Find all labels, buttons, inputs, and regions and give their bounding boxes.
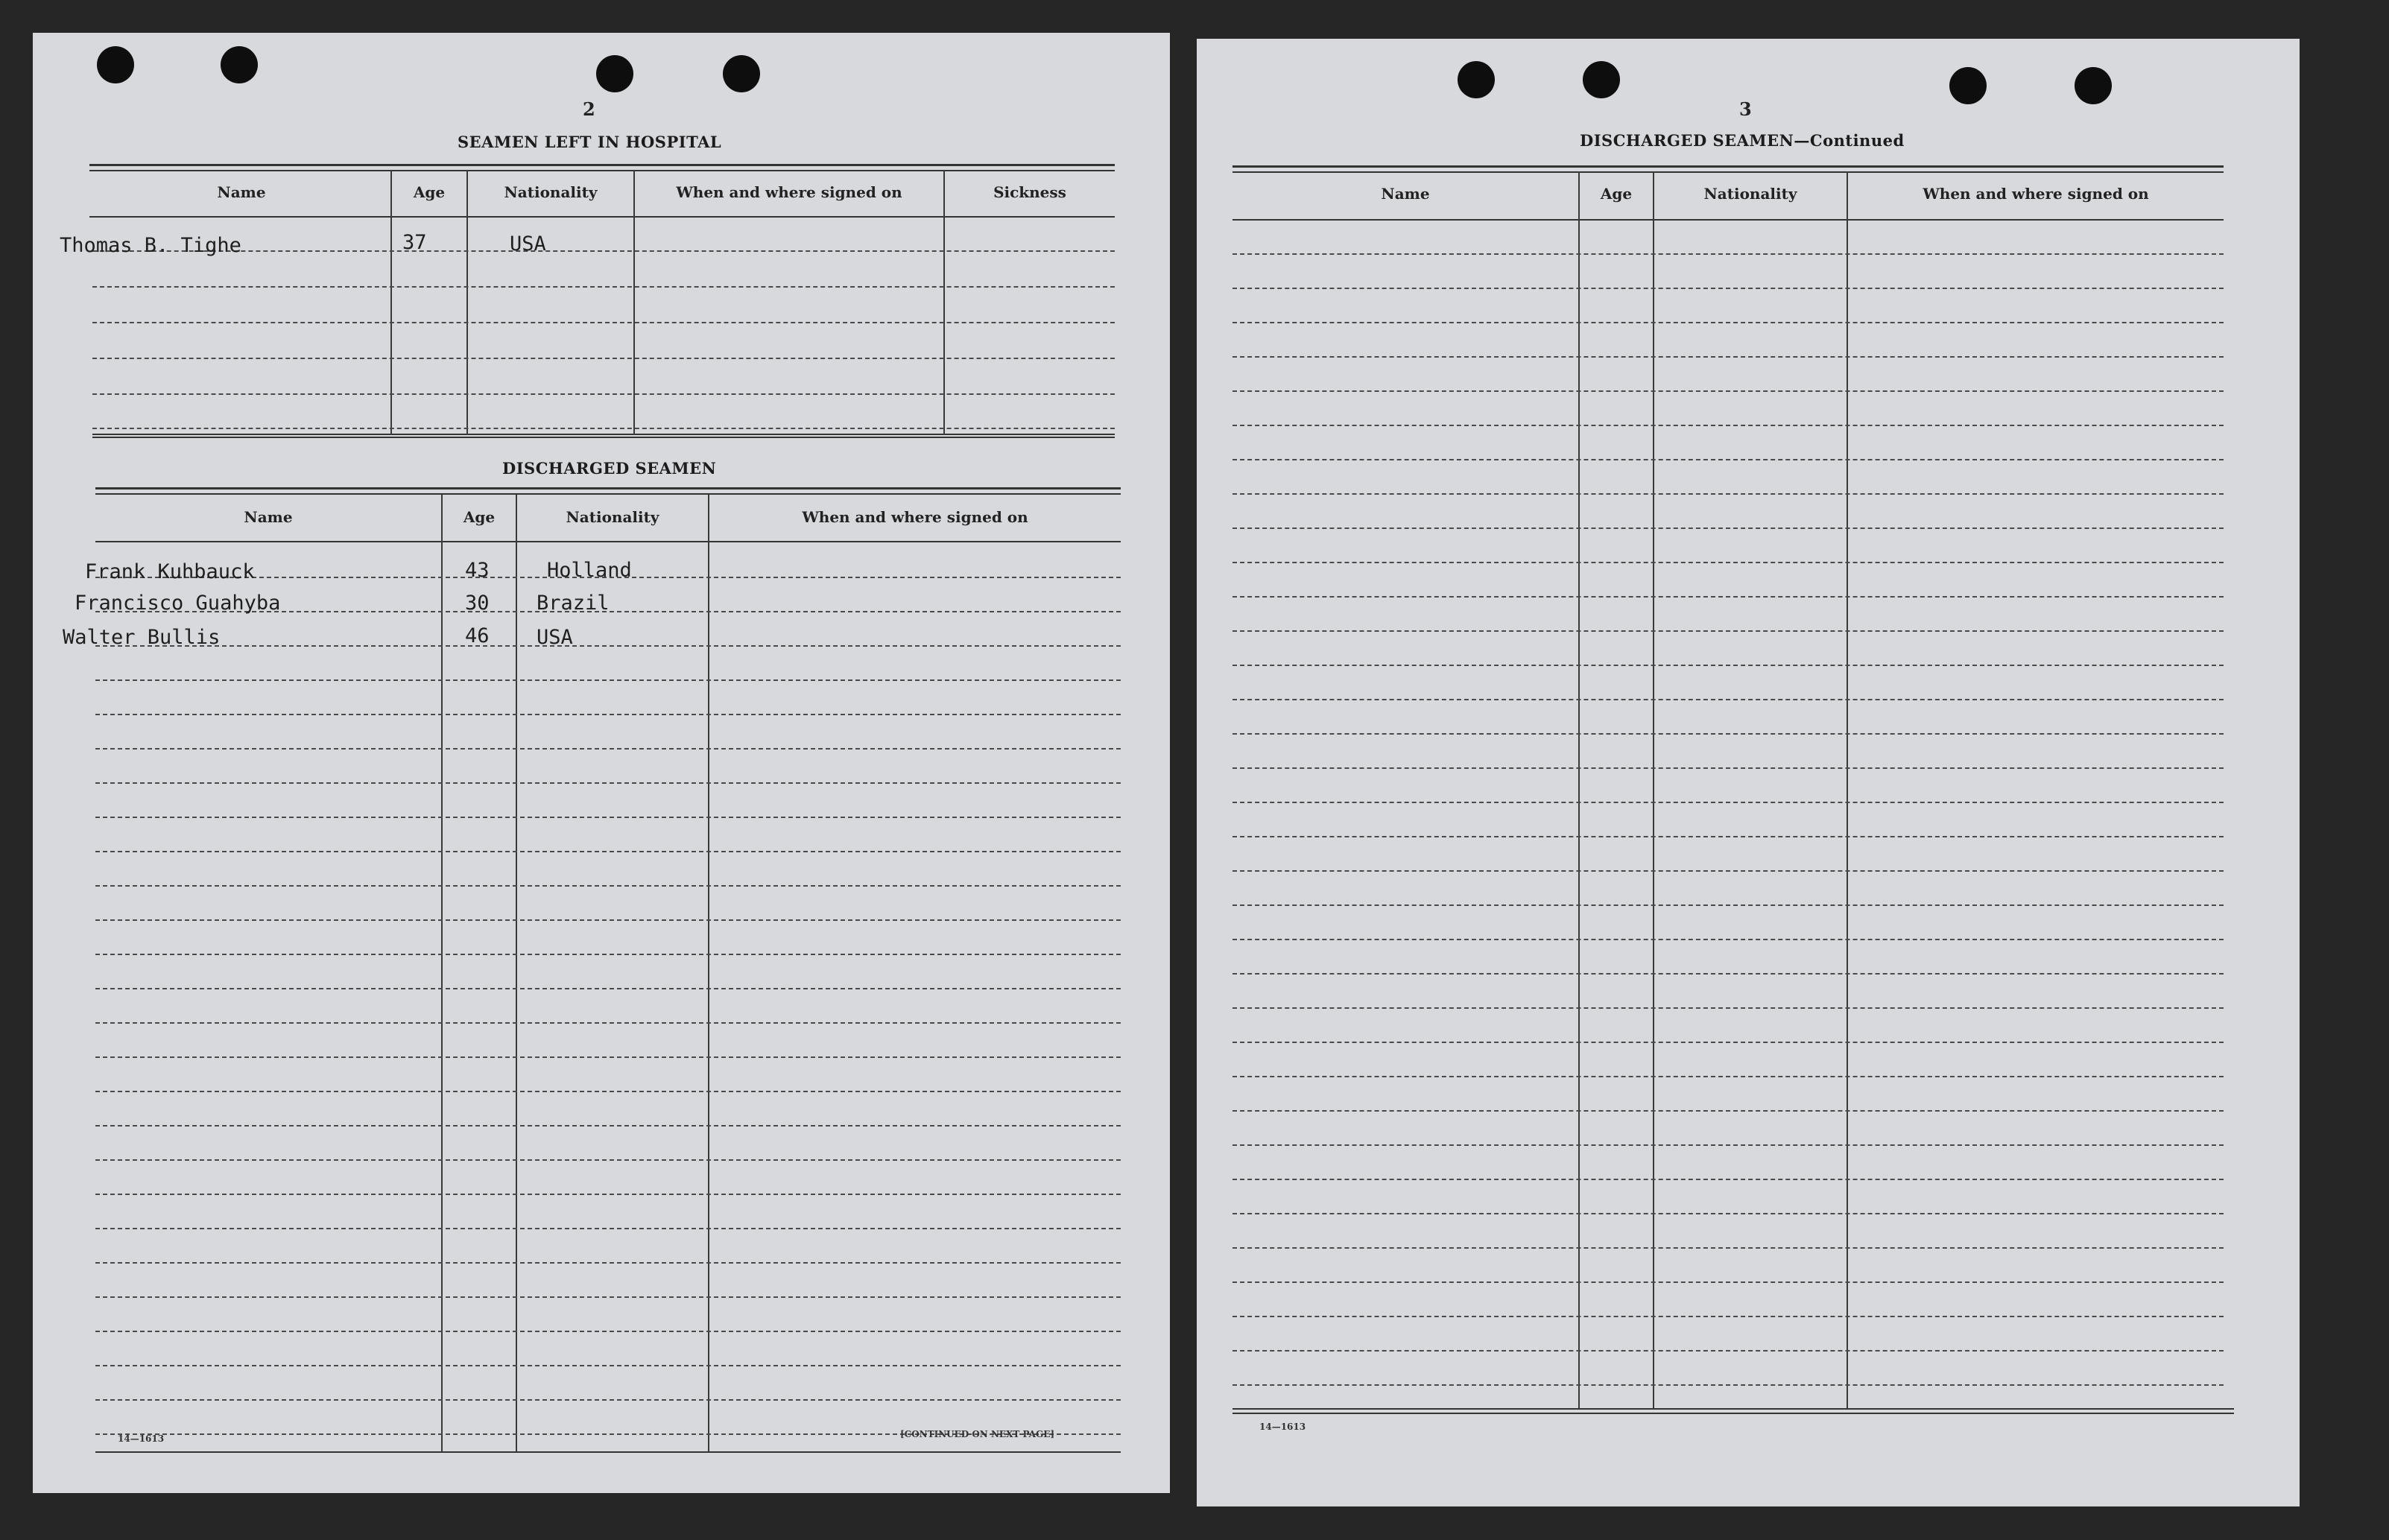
continued-col-age: Age: [1600, 185, 1633, 203]
continued-title-main: DISCHARGED SEAMEN: [1580, 131, 1794, 150]
punch-hole: [221, 46, 258, 83]
discharged-row-nationality: Holland: [547, 559, 632, 582]
punch-hole: [1458, 61, 1495, 98]
continued-col-name: Name: [1381, 185, 1430, 203]
discharged-section-title: DISCHARGED SEAMEN: [502, 459, 717, 478]
continued-section-title: [1580, 131, 1905, 150]
discharged-col-age: Age: [463, 508, 496, 526]
hospital-row-nationality: USA: [510, 232, 546, 256]
punch-hole: [723, 55, 760, 92]
discharged-row-age: 30: [465, 592, 490, 615]
discharged-col-nationality: Nationality: [566, 508, 659, 526]
hospital-row-name: Thomas B. Tighe: [60, 234, 241, 257]
form-number: 14—1613: [1259, 1422, 1306, 1432]
punch-hole: [2075, 67, 2112, 104]
hospital-col-age: Age: [413, 183, 446, 201]
page-number: 2: [583, 98, 595, 120]
discharged-row-name: Walter Bullis: [63, 626, 221, 649]
discharged-col-signed-on: When and where signed on: [802, 508, 1028, 526]
discharged-col-name: Name: [244, 508, 293, 526]
discharged-row-name: Francisco Guahyba: [75, 592, 281, 615]
hospital-section-title: SEAMEN LEFT IN HOSPITAL: [458, 133, 722, 151]
hospital-row-age: 37: [402, 231, 427, 254]
form-number: 14—1613: [118, 1433, 165, 1444]
discharged-row-age: 46: [465, 624, 490, 647]
punch-hole: [97, 46, 134, 83]
hospital-col-sickness: Sickness: [993, 183, 1066, 201]
discharged-row-name: Frank Kuhbauck: [85, 560, 255, 583]
continued-note: [CONTINUED ON NEXT PAGE]: [900, 1429, 1055, 1439]
punch-hole: [1949, 67, 1987, 104]
continued-col-signed-on: When and where signed on: [1923, 185, 2149, 203]
discharged-row-age: 43: [465, 559, 490, 582]
punch-hole: [596, 55, 633, 92]
discharged-row-nationality: Brazil: [537, 592, 610, 615]
left-page: [33, 33, 1170, 1493]
continued-title-suffix: —Continued: [1794, 131, 1905, 150]
continued-col-nationality: Nationality: [1703, 185, 1797, 203]
page-number: 3: [1739, 98, 1752, 120]
discharged-row-nationality: USA: [537, 626, 573, 649]
hospital-col-nationality: Nationality: [504, 183, 598, 201]
hospital-col-name: Name: [217, 183, 266, 201]
right-page: [1197, 39, 2300, 1506]
hospital-col-signed-on: When and where signed on: [676, 183, 902, 201]
punch-hole: [1583, 61, 1620, 98]
